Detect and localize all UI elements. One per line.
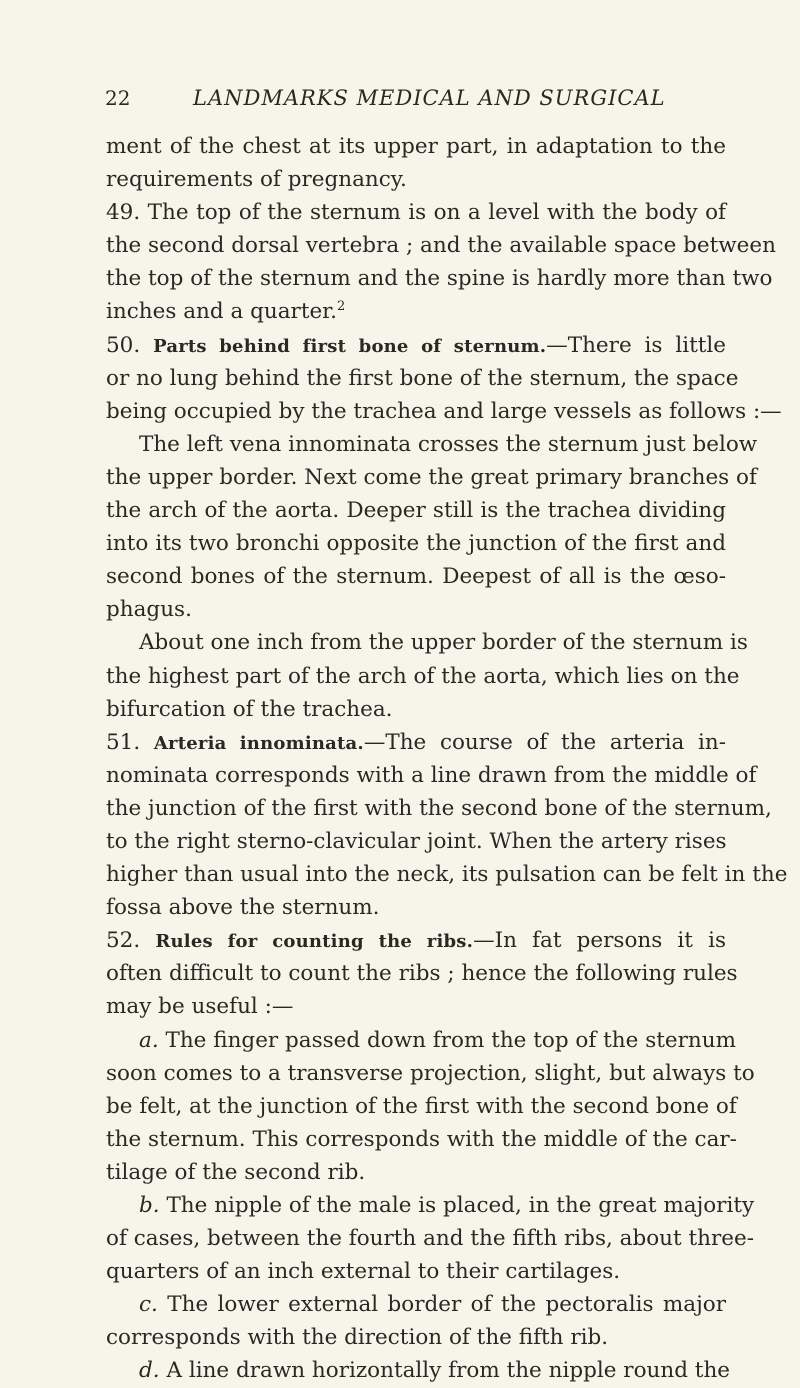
text-line: the arch of the aorta. Deeper still is the trachea dividing — [106, 498, 726, 524]
section-number: 50. — [106, 332, 141, 358]
text-line: bifurcation of the trachea. — [106, 696, 393, 722]
paragraph-50-start — [106, 329, 726, 362]
text-line: phagus. — [106, 597, 192, 623]
rule-a-start — [106, 1024, 736, 1057]
text-fragment: The nipple of the male is placed, in the great majority — [166, 1193, 755, 1218]
text-line: soon comes to a transverse projection, slight, but always to — [106, 1060, 755, 1086]
text-line: the upper border. Next come the great primary branches of — [106, 464, 757, 490]
rule-c-start — [106, 1288, 726, 1321]
rule-letter: a. — [139, 1027, 159, 1053]
text-line: the sternum. This corresponds with the middle of the car- — [106, 1126, 737, 1152]
section-heading: Arteria innominata. — [153, 732, 364, 754]
text-line: may be useful :— — [106, 994, 294, 1020]
text-line: the second dorsal vertebra ; and the available space between — [106, 233, 776, 259]
text-line: the top of the sternum and the spine is hardly more than two — [106, 266, 773, 292]
text-line: About one inch from the upper border of the sternum is — [139, 630, 748, 656]
section-heading: Rules for counting the ribs. — [155, 931, 474, 953]
text-line: nominata corresponds with a line drawn from the middle of — [106, 762, 757, 788]
text-line: or no lung behind the first bone of the sternum, the space — [106, 365, 739, 391]
rule-b-start — [106, 1189, 755, 1222]
rule-letter: c. — [139, 1292, 158, 1318]
paragraph-49-start: 49. The top of the sternum is on a level with the body of — [106, 200, 726, 226]
text-line: into its two bronchi opposite the junction of the first and — [106, 531, 726, 557]
text-fragment: —There is little — [546, 332, 726, 358]
rule-letter: d. — [139, 1358, 160, 1384]
text-line: The left vena innominata crosses the sternum just below — [139, 431, 758, 457]
paragraph-51-start — [106, 726, 726, 759]
text-line: ment of the chest at its upper part, in adaptation to the — [106, 134, 726, 159]
text-line: of cases, between the fourth and the fifth ribs, about three- — [106, 1226, 754, 1252]
text-line: the highest part of the arch of the aorta, which lies on the — [106, 663, 740, 689]
text-line: often difficult to count the ribs ; hence the following rules — [106, 961, 738, 987]
section-heading: Parts behind first bone of sternum. — [153, 335, 547, 357]
text-line: the junction of the first with the second bone of the sternum, — [106, 795, 772, 821]
text-line: higher than usual into the neck, its pulsation can be felt in the — [106, 862, 788, 888]
paragraph-52-start — [106, 924, 726, 957]
page-number: 22 — [105, 86, 131, 110]
text-line: requirements of pregnancy. — [106, 167, 407, 193]
text-line: fossa above the sternum. — [106, 895, 380, 921]
body-text — [106, 130, 788, 1388]
text-line: tilage of the second rib. — [106, 1159, 366, 1185]
rule-letter: b. — [139, 1193, 160, 1218]
running-head — [105, 82, 725, 114]
text-fragment: A line drawn horizontally from the nipple round the — [166, 1358, 731, 1384]
text-fragment: The finger passed down from the top of the sternum — [165, 1027, 736, 1053]
text-line — [106, 295, 726, 328]
rule-d-start — [106, 1354, 731, 1387]
text-line: being occupied by the trachea and large vessels as follows :— — [106, 398, 782, 424]
text-fragment: —In fat persons it is — [473, 928, 726, 954]
section-number: 52. — [106, 928, 141, 954]
text-fragment: inches and a quarter. — [106, 299, 337, 325]
text-line: quarters of an inch external to their cartilages. — [106, 1259, 621, 1285]
text-line: second bones of the sternum. Deepest of all is the œso- — [106, 564, 726, 590]
section-number: 51. — [106, 729, 141, 755]
text-fragment: The lower external border of the pectoralis major — [167, 1292, 726, 1318]
running-title: LANDMARKS MEDICAL AND SURGICAL — [193, 86, 666, 110]
footnote-marker: 2 — [336, 299, 346, 315]
text-fragment: —The course of the arteria in- — [363, 729, 726, 755]
text-line: corresponds with the direction of the fifth rib. — [106, 1325, 609, 1351]
text-line: to the right sterno-clavicular joint. When the artery rises — [106, 828, 727, 854]
text-line: be felt, at the junction of the first with the second bone of — [106, 1093, 737, 1119]
